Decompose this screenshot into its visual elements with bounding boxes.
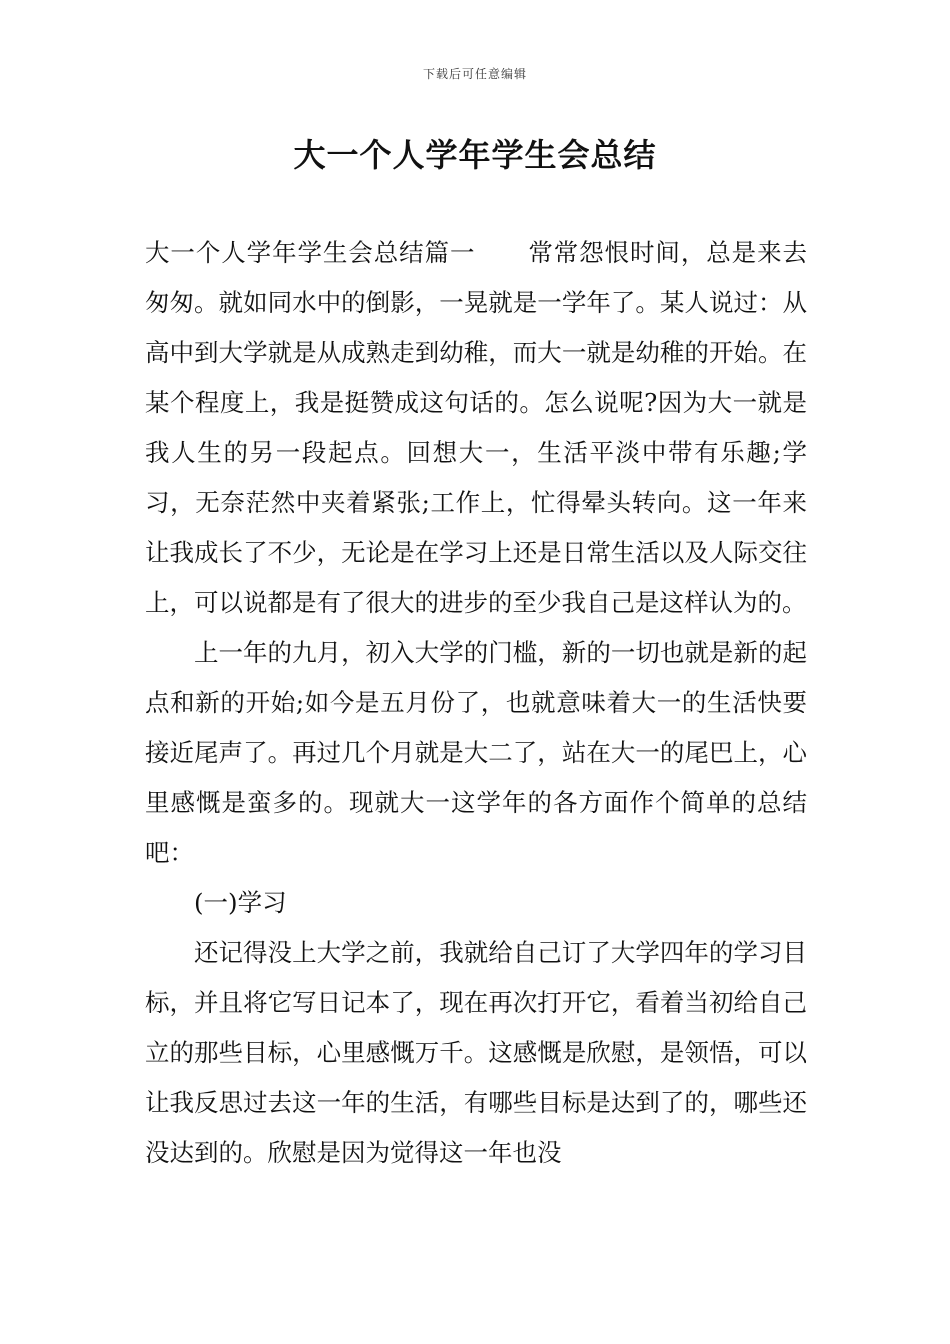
paragraph-1 bbox=[145, 228, 807, 628]
paragraph-1-text: 常常怨恨时间，总是来去匆匆。就如同水中的倒影，一晃就是一学年了。某人说过：从高中到大学就是从成熟走到幼稚，而大一就是幼稚的开始。在某个程度上，我是挺赞成这句话的。怎么说呢?因为大一就是我人生的另一段起点。回想大一，生活平淡中带有乐趣;学习，无奈茫然中夹着紧张;工作上，忙得晕头转向。这一年来让我成长了不少，无论是在学习上还是日常生活以及人际交往上，可以说都是有了很大的进步的至少我自己是这样认为的。 bbox=[145, 238, 808, 617]
document-title: 大一个人学年学生会总结 bbox=[293, 136, 657, 174]
paragraph-2: 上一年的九月，初入大学的门槛，新的一切也就是新的起点和新的开始;如今是五月份了，也就意味着大一的生活快要接近尾声了。再过几个月就是大二了，站在大一的尾巴上，心里感慨是蛮多的。现就大一这学年的各方面作个简单的总结吧： bbox=[145, 638, 807, 867]
section-heading-study: (一)学习 bbox=[194, 888, 287, 917]
page-header-note: 下载后可任意编辑 bbox=[422, 67, 527, 81]
paragraph-3: 还记得没上大学之前，我就给自己订了大学四年的学习目标，并且将它写日记本了，现在再次打开它，看着当初给自己立的那些目标，心里感慨万千。这感慨是欣慰，是领悟，可以让我反思过去这一年的生活，有哪些目标是达到了的，哪些还没达到的。欣慰是因为觉得这一年也没 bbox=[145, 938, 807, 1167]
paragraph-1-lead: 大一个人学年学生会总结篇一 bbox=[145, 238, 476, 267]
document-body bbox=[145, 228, 807, 1178]
